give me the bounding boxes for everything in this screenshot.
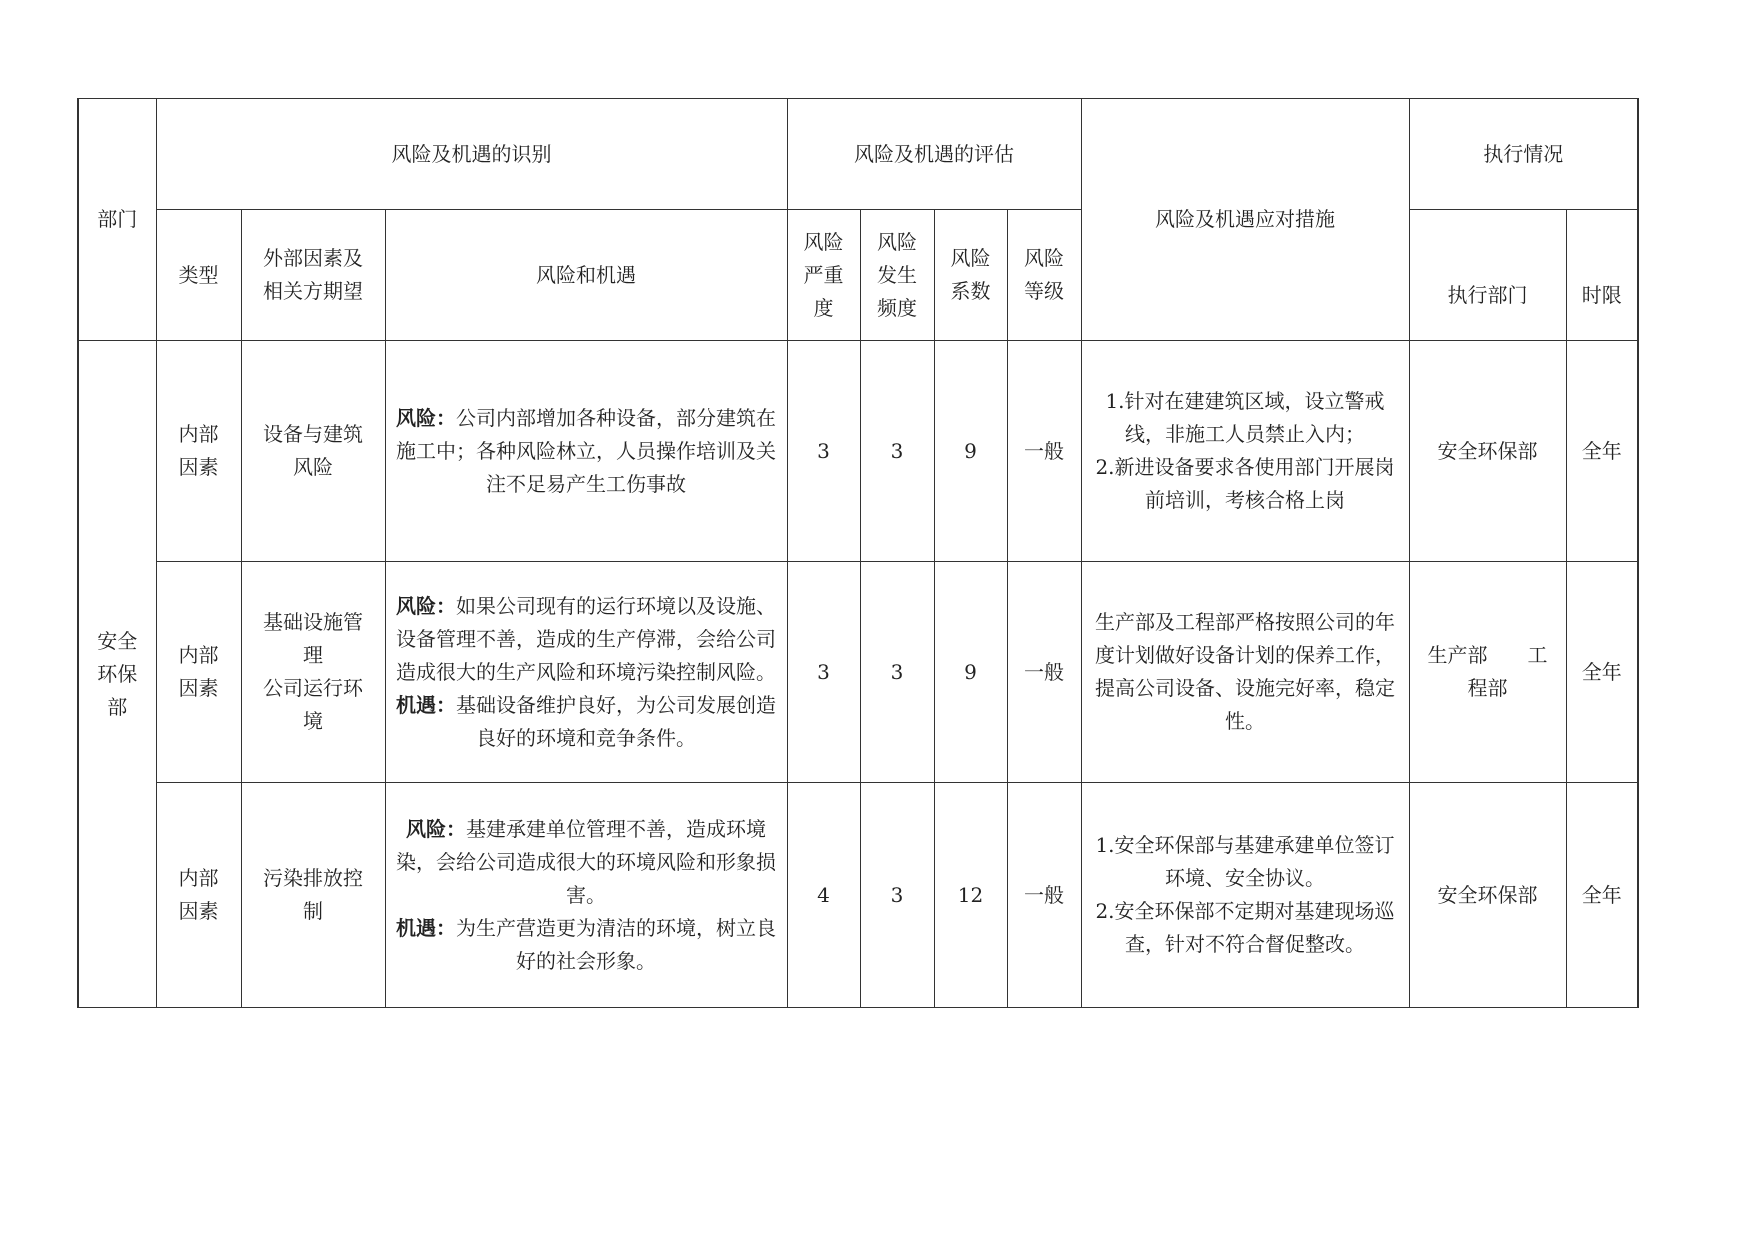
header-coefficient: 风险 系数 bbox=[934, 210, 1007, 341]
row-factor: 污染排放控 制 bbox=[241, 783, 385, 1008]
header-department: 部门 bbox=[78, 99, 156, 341]
header-exec-dept: 执行部门 bbox=[1409, 210, 1566, 341]
header-execution: 执行情况 bbox=[1409, 99, 1638, 210]
row-level: 一般 bbox=[1007, 341, 1081, 562]
header-evaluation: 风险及机遇的评估 bbox=[787, 99, 1081, 210]
header-risk-opportunity: 风险和机遇 bbox=[385, 210, 787, 341]
row-deadline: 全年 bbox=[1566, 341, 1638, 562]
row-level: 一般 bbox=[1007, 783, 1081, 1008]
opportunity-label: 机遇： bbox=[396, 915, 456, 940]
row-deadline: 全年 bbox=[1566, 562, 1638, 783]
row-coefficient: 9 bbox=[934, 341, 1007, 562]
risk-text: 公司内部增加各种设备，部分建筑在施工中；各种风险林立，人员操作培训及关注不足易产生工伤事故 bbox=[396, 405, 776, 496]
row-risk-opportunity bbox=[385, 341, 787, 562]
header-type: 类型 bbox=[156, 210, 241, 341]
header-external-factors: 外部因素及 相关方期望 bbox=[241, 210, 385, 341]
row-frequency: 3 bbox=[860, 783, 934, 1008]
row-coefficient: 12 bbox=[934, 783, 1007, 1008]
risk-text: 如果公司现有的运行环境以及设施、设备管理不善，造成的生产停滞，会给公司造成很大的生产风险和环境污染控制风险。 bbox=[396, 593, 776, 684]
header-identification: 风险及机遇的识别 bbox=[156, 99, 787, 210]
header-level: 风险 等级 bbox=[1007, 210, 1081, 341]
row-measures: 生产部及工程部严格按照公司的年度计划做好设备计划的保养工作，提高公司设备、设施完好率，稳定性。 bbox=[1081, 562, 1409, 783]
header-deadline: 时限 bbox=[1566, 210, 1638, 341]
department-name: 安全 环保 部 bbox=[78, 341, 156, 1008]
row-severity: 4 bbox=[787, 783, 860, 1008]
row-type: 内部 因素 bbox=[156, 341, 241, 562]
row-exec-dept: 生产部 工 程部 bbox=[1409, 562, 1566, 783]
header-measures: 风险及机遇应对措施 bbox=[1081, 99, 1409, 341]
row-risk-opportunity bbox=[385, 562, 787, 783]
table-row bbox=[78, 562, 1638, 783]
opportunity-text: 为生产营造更为清洁的环境，树立良好的社会形象。 bbox=[456, 915, 776, 973]
risk-label: 风险： bbox=[406, 816, 466, 841]
row-risk-opportunity bbox=[385, 783, 787, 1008]
row-severity: 3 bbox=[787, 341, 860, 562]
row-level: 一般 bbox=[1007, 562, 1081, 783]
row-frequency: 3 bbox=[860, 341, 934, 562]
risk-label: 风险： bbox=[396, 405, 456, 430]
row-factor: 设备与建筑 风险 bbox=[241, 341, 385, 562]
table-row bbox=[78, 341, 1638, 562]
row-coefficient: 9 bbox=[934, 562, 1007, 783]
header-severity: 风险 严重 度 bbox=[787, 210, 860, 341]
row-measures: 1.安全环保部与基建承建单位签订环境、安全协议。 2.安全环保部不定期对基建现场巡查，针对不符合督促整改。 bbox=[1081, 783, 1409, 1008]
row-exec-dept: 安全环保部 bbox=[1409, 341, 1566, 562]
opportunity-label: 机遇： bbox=[396, 692, 456, 717]
row-type: 内部 因素 bbox=[156, 783, 241, 1008]
row-factor: 基础设施管 理 公司运行环 境 bbox=[241, 562, 385, 783]
header-frequency: 风险 发生 频度 bbox=[860, 210, 934, 341]
row-exec-dept: 安全环保部 bbox=[1409, 783, 1566, 1008]
table-row bbox=[78, 783, 1638, 1008]
row-type: 内部 因素 bbox=[156, 562, 241, 783]
risk-opportunity-table bbox=[77, 98, 1639, 1008]
risk-text: 基建承建单位管理不善，造成环境染，会给公司造成很大的环境风险和形象损害。 bbox=[396, 816, 776, 907]
risk-label: 风险： bbox=[396, 593, 456, 618]
row-frequency: 3 bbox=[860, 562, 934, 783]
row-deadline: 全年 bbox=[1566, 783, 1638, 1008]
row-severity: 3 bbox=[787, 562, 860, 783]
row-measures: 1.针对在建建筑区域，设立警戒线，非施工人员禁止入内； 2.新进设备要求各使用部门开展岗前培训，考核合格上岗 bbox=[1081, 341, 1409, 562]
opportunity-text: 基础设备维护良好，为公司发展创造良好的环境和竞争条件。 bbox=[456, 692, 776, 750]
